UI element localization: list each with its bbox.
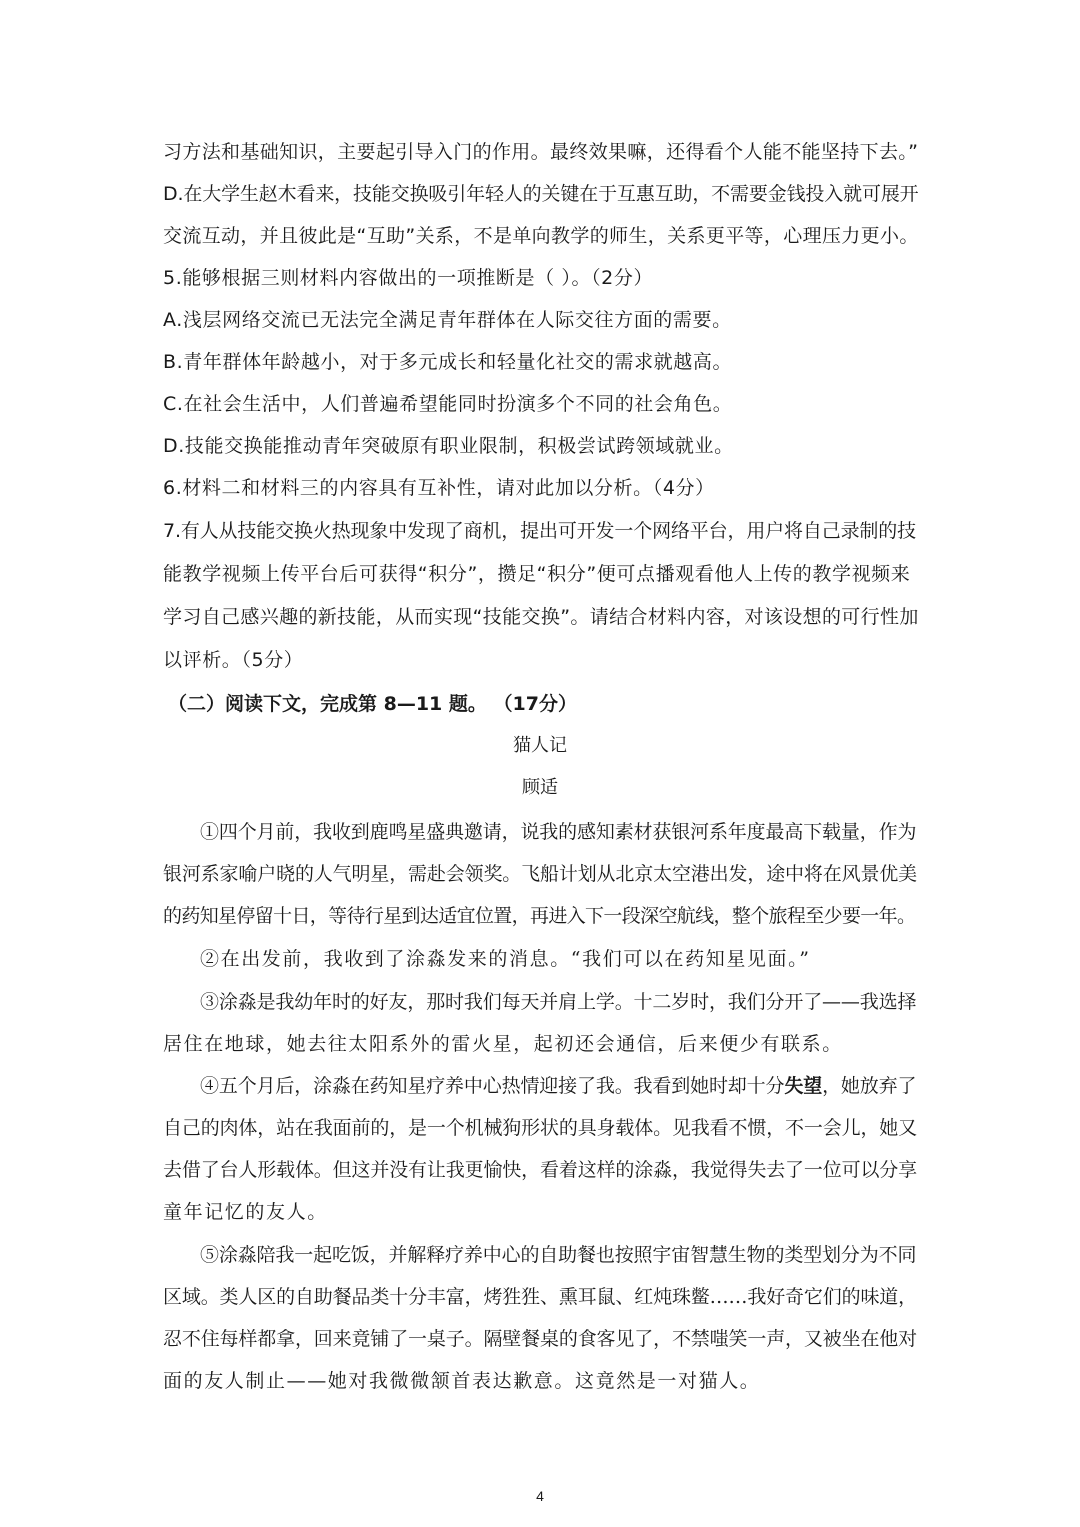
q7-line3: 学习自己感兴趣的新技能，从而实现“技能交换”。请结合材料内容，对该设想的可行性加 bbox=[163, 606, 919, 628]
p3-line2: 居住在地球，她去往太阳系外的雷火星，起初还会通信，后来便少有联系。 bbox=[163, 1033, 843, 1055]
p5-line3: 忍不住每样都拿，回来竟铺了一桌子。隔壁餐桌的食客见了，不禁嗤笑一声，又被坐在他对 bbox=[163, 1328, 918, 1350]
q5-option-d: D.技能交换能推动青年突破原有职业限制，积极尝试跨领域就业。 bbox=[163, 435, 734, 457]
p4-line4: 童年记忆的友人。 bbox=[163, 1201, 328, 1223]
q5-option-c: C.在社会生活中，人们普遍希望能同时扮演多个不同的社会角色。 bbox=[163, 393, 733, 415]
p4-line3: 去借了台人形载体。但这并没有让我更愉快，看着这样的涂淼，我觉得失去了一位可以分享 bbox=[163, 1159, 918, 1181]
p2-line1: ②在出发前，我收到了涂淼发来的消息。“我们可以在药知星见面。” bbox=[200, 948, 811, 970]
page-number: 4 bbox=[536, 1488, 544, 1504]
q5-option-a: A.浅层网络交流已无法完全满足青年群体在人际交往方面的需要。 bbox=[163, 309, 732, 331]
p1-line1: ①四个月前，我收到鹿鸣星盛典邀请，说我的感知素材获银河系年度最高下载量，作为 bbox=[200, 821, 917, 843]
q5-option-b: B.青年群体年龄越小，对于多元成长和轻量化社交的需求就越高。 bbox=[163, 351, 733, 373]
q4-option-d-line1: D.在大学生赵木看来，技能交换吸引年轻人的关键在于互惠互助，不需要金钱投入就可展开 bbox=[163, 183, 919, 205]
p3-line1: ③涂淼是我幼年时的好友，那时我们每天并肩上学。十二岁时，我们分开了——我选择 bbox=[200, 991, 917, 1013]
q7-line2: 能教学视频上传平台后可获得“积分”，攒足“积分”便可点播观看他人上传的教学视频来 bbox=[163, 563, 911, 585]
p4-line1 bbox=[200, 1072, 920, 1100]
p1-line3: 的药知星停留十日，等待行星到达适宜位置，再进入下一段深空航线，整个旅程至少要一年。 bbox=[163, 905, 916, 927]
p4-line1-end: ，她放弃了 bbox=[822, 1075, 917, 1097]
p5-line2: 区域。类人区的自助餐品类十分丰富，烤狌狌、熏耳鼠、红炖珠鳖……我好奇它们的味道， bbox=[163, 1286, 918, 1308]
q7-line4: 以评析。（5分） bbox=[163, 649, 304, 671]
p1-line2: 银河系家喻户晓的人气明星，需赴会领奖。飞船计划从北京太空港出发，途中将在风景优美 bbox=[163, 863, 918, 885]
q6-stem: 6.材料二和材料三的内容具有互补性，请对此加以分析。（4分） bbox=[163, 477, 715, 499]
story-title: 猫人记 bbox=[513, 735, 567, 756]
q4-option-d-line2: 交流互动，并且彼此是“互助”关系，不是单向教学的师生，关系更平等，心理压力更小。 bbox=[163, 225, 919, 247]
q7-line1: 7.有人从技能交换火热现象中发现了商机，提出可开发一个网络平台，用户将自己录制的技 bbox=[163, 520, 916, 542]
p5-line1: ⑤涂淼陪我一起吃饭，并解释疗养中心的自助餐也按照宇宙智慧生物的类型划分为不同 bbox=[200, 1244, 917, 1266]
p5-line4: 面的友人制止——她对我微微颔首表达歉意。这竟然是一对猫人。 bbox=[163, 1370, 761, 1392]
p4-line2: 自己的肉体，站在我面前的，是一个机械狗形状的具身载体。见我看不惯，不一会儿，她又 bbox=[163, 1117, 918, 1139]
p4-line1-start: ④五个月后，涂淼在药知星疗养中心热情迎接了我。我看到她时却十分 bbox=[200, 1075, 785, 1097]
section-heading: （二）阅读下文，完成第 8—11 题。 （17分） bbox=[168, 693, 577, 715]
p4-emphasis: 失望 bbox=[784, 1075, 823, 1097]
story-author: 顾适 bbox=[522, 777, 558, 798]
q5-stem: 5.能够根据三则材料内容做出的一项推断是（ ）。（2分） bbox=[163, 267, 654, 289]
q4-quote-end-line: 习方法和基础知识，主要起引导入门的作用。最终效果嘛，还得看个人能不能坚持下去。” bbox=[163, 141, 919, 163]
